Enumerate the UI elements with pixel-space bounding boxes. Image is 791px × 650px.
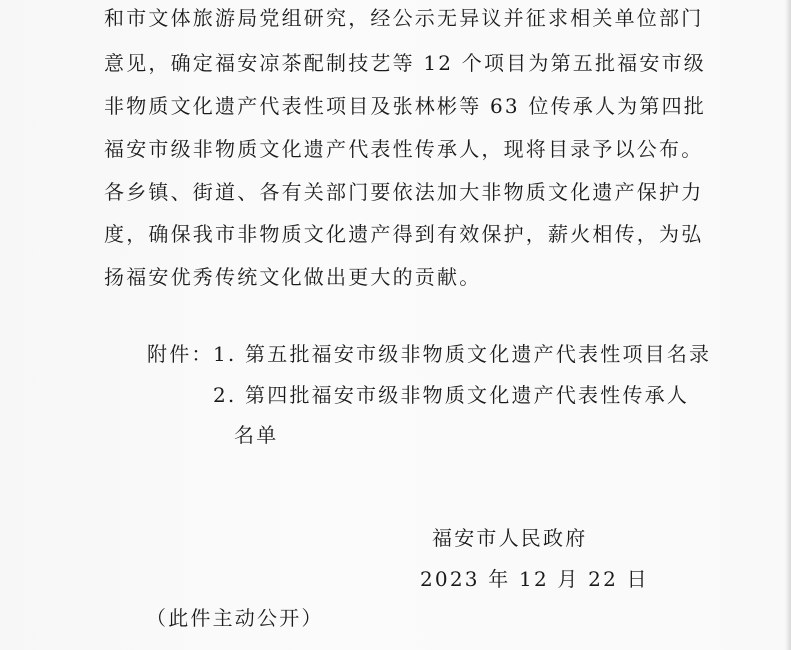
body-line-7: 扬福安优秀传统文化做出更大的贡献。 [104, 265, 482, 289]
attachment-item-1: 1. 第五批福安市级非物质文化遗产代表性项目名录 [213, 342, 712, 366]
attachment-item-2: 2. 第四批福安市级非物质文化遗产代表性传承人 [213, 383, 690, 407]
body-line-2: 意见，确定福安凉茶配制技艺等 12 个项目为第五批福安市级 [104, 51, 706, 75]
body-line-6: 度，确保我市非物质文化遗产得到有效保护，薪火相传，为弘 [104, 222, 704, 246]
body-line-1: 和市文体旅游局党组研究，经公示无异议并征求相关单位部门 [104, 6, 704, 30]
attachments-label: 附件： [147, 342, 214, 366]
body-line-4: 福安市级非物质文化遗产代表性传承人，现将目录予以公布。 [104, 137, 704, 161]
body-line-3: 非物质文化遗产代表性项目及张林彬等 63 位传承人为第四批 [104, 94, 706, 118]
page-edge-shadow [785, 0, 791, 650]
attachment-item-2-continuation: 名单 [234, 423, 279, 447]
issue-date: 2023 年 12 月 22 日 [420, 567, 649, 591]
body-line-5: 各乡镇、街道、各有关部门要依法加大非物质文化遗产保护力 [104, 180, 704, 204]
issuer-name: 福安市人民政府 [432, 526, 588, 550]
disclosure-note: （此件主动公开） [146, 606, 324, 630]
